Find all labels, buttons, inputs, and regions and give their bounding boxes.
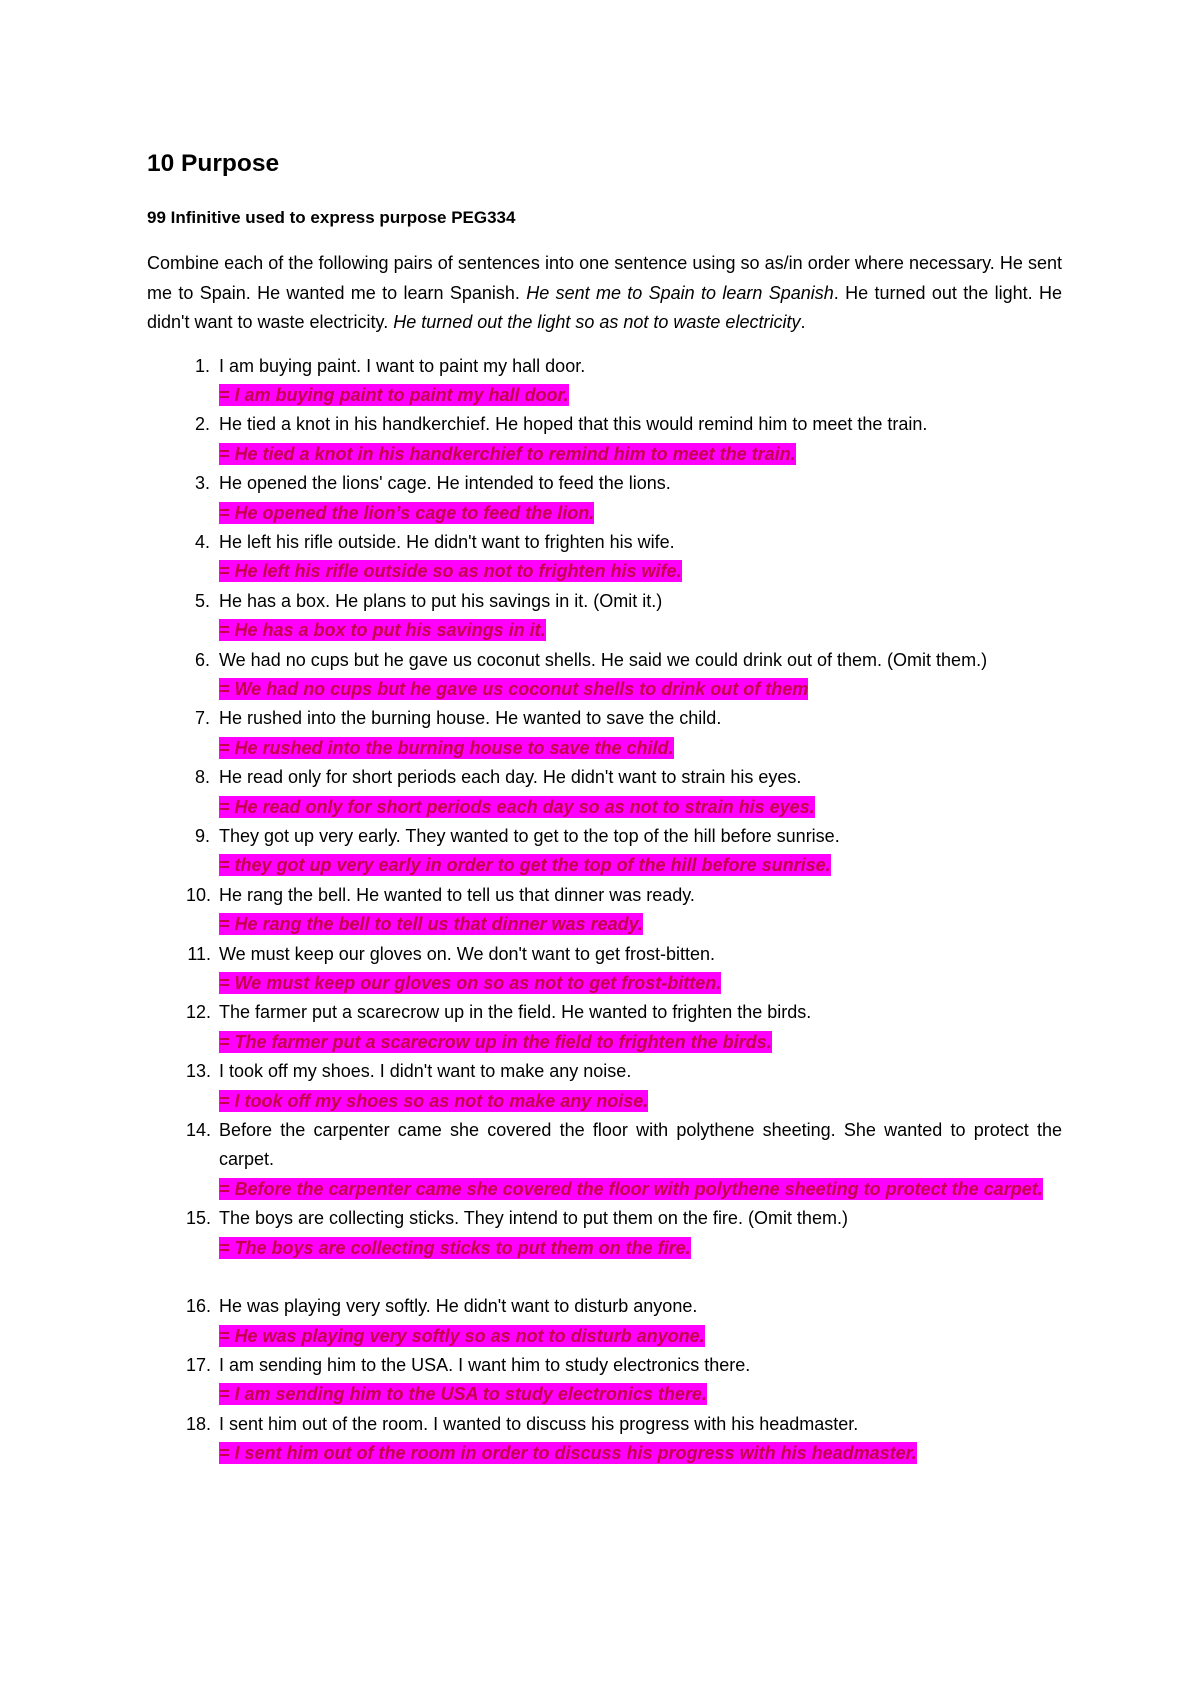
item-answer: = He tied a knot in his handkerchief to remind him to meet the train.	[219, 443, 796, 464]
item-question: We had no cups but he gave us coconut shells. He said we could drink out of them. (Omit them.)	[219, 649, 988, 670]
list-item	[147, 1351, 1062, 1410]
item-number: 12.	[185, 1002, 211, 1023]
list-item	[147, 704, 1062, 763]
item-answer: = He has a box to put his savings in it.	[219, 620, 546, 641]
item-number: 3.	[194, 473, 210, 494]
list-item	[147, 410, 1062, 469]
list-item	[147, 1204, 1062, 1292]
example-2-question: He turned out the light. He didn't want to waste electricity.	[147, 282, 1062, 332]
document-content	[147, 148, 1062, 1469]
item-answer: = He read only for short periods each day so as not to strain his eyes.	[219, 796, 815, 817]
item-number: 10.	[185, 884, 211, 905]
item-question: He has a box. He plans to put his savings in it. (Omit it.)	[219, 590, 663, 611]
item-answer: = Before the carpenter came she covered the floor with polythene sheeting to protect the carpet.	[219, 1178, 1043, 1199]
list-item	[147, 1057, 1062, 1116]
item-number: 4.	[194, 531, 210, 552]
item-question: He opened the lions' cage. He intended to feed the lions.	[219, 473, 671, 494]
exercise-list	[147, 352, 1062, 1469]
item-number: 5.	[194, 590, 210, 611]
list-item	[147, 763, 1062, 822]
item-number: 17.	[185, 1354, 211, 1375]
example-1-period: .	[833, 282, 839, 303]
item-answer: = He left his rifle outside so as not to frighten his wife.	[219, 561, 682, 582]
item-answer: = I am buying paint to paint my hall door.	[219, 384, 569, 405]
item-answer: = He was playing very softly so as not to disturb anyone.	[219, 1325, 705, 1346]
list-item	[147, 1292, 1062, 1351]
item-question: He was playing very softly. He didn't want to disturb anyone.	[219, 1296, 698, 1317]
item-answer: = I took off my shoes so as not to make any noise.	[219, 1090, 649, 1111]
item-question: He left his rifle outside. He didn't want to frighten his wife.	[219, 531, 675, 552]
list-item	[147, 646, 1062, 705]
example-2-period: .	[800, 312, 806, 332]
item-answer: = The boys are collecting sticks to put them on the fire.	[219, 1237, 691, 1258]
item-answer: = they got up very early in order to get the top of the hill before sunrise.	[219, 855, 831, 876]
example-1-question: He sent me to Spain. He wanted me to learn Spanish.	[147, 253, 1062, 303]
example-1-answer: He sent me to Spain to learn Spanish	[526, 282, 834, 303]
item-answer: = I sent him out of the room in order to discuss his progress with his headmaster.	[219, 1443, 917, 1464]
item-answer: = I am sending him to the USA to study electronics there.	[219, 1384, 707, 1405]
instruction-text: Combine each of the following pairs of sentences into one sentence using so as/in order where necessary.	[147, 253, 995, 273]
list-item	[147, 822, 1062, 881]
item-question: They got up very early. They wanted to get to the top of the hill before sunrise.	[219, 826, 840, 846]
item-question: He rushed into the burning house. He wanted to save the child.	[219, 708, 722, 729]
item-number: 14.	[185, 1120, 211, 1141]
item-question: I sent him out of the room. I wanted to discuss his progress with his headmaster.	[219, 1413, 859, 1434]
item-number: 9.	[194, 826, 210, 846]
item-number: 2.	[194, 414, 210, 435]
list-item	[147, 1410, 1062, 1469]
item-question: The farmer put a scarecrow up in the field. He wanted to frighten the birds.	[219, 1002, 812, 1023]
item-question: The boys are collecting sticks. They intend to put them on the fire. (Omit them.)	[219, 1208, 848, 1229]
item-answer: = He rang the bell to tell us that dinner was ready.	[219, 914, 643, 935]
item-number: 8.	[194, 767, 210, 788]
item-answer: = We had no cups but he gave us coconut shells to drink out of them	[219, 678, 809, 699]
item-question: I am sending him to the USA. I want him to study electronics there.	[219, 1354, 751, 1375]
item-number: 13.	[185, 1061, 211, 1082]
item-answer: = He rushed into the burning house to save the child.	[219, 737, 674, 758]
item-question: He tied a knot in his handkerchief. He hoped that this would remind him to meet the train.	[219, 414, 928, 435]
list-item	[147, 998, 1062, 1057]
list-item	[147, 940, 1062, 999]
list-item	[147, 881, 1062, 940]
item-answer: = The farmer put a scarecrow up in the field to frighten the birds.	[219, 1031, 772, 1052]
item-number: 7.	[194, 708, 210, 729]
blank-line	[219, 1263, 1062, 1292]
exercise-instructions	[147, 249, 1062, 338]
item-number: 1.	[194, 355, 210, 376]
item-question: I took off my shoes. I didn't want to make any noise.	[219, 1061, 632, 1082]
list-item	[147, 352, 1062, 411]
item-answer: = He opened the lion’s cage to feed the lion.	[219, 502, 595, 523]
example-2-answer: He turned out the light so as not to waste electricity	[393, 312, 801, 332]
item-number: 15.	[185, 1208, 211, 1229]
list-item	[147, 587, 1062, 646]
item-answer: = We must keep our gloves on so as not to get frost-bitten.	[219, 973, 722, 994]
section-heading: 10 Purpose	[147, 150, 280, 177]
item-number: 16.	[185, 1296, 211, 1317]
item-number: 18.	[185, 1413, 211, 1434]
item-question: We must keep our gloves on. We don't want to get frost-bitten.	[219, 943, 716, 964]
item-question: Before the carpenter came she covered the floor with polythene sheeting. She wanted to protect the carpet.	[219, 1120, 1062, 1170]
list-item	[147, 528, 1062, 587]
exercise-heading: 99 Infinitive used to express purpose PEG334	[147, 208, 516, 227]
item-question: He rang the bell. He wanted to tell us that dinner was ready.	[219, 884, 695, 905]
item-number: 11.	[187, 943, 211, 964]
list-item	[147, 1116, 1062, 1204]
item-question: He read only for short periods each day. He didn't want to strain his eyes.	[219, 767, 802, 788]
list-item	[147, 469, 1062, 528]
item-number: 6.	[194, 649, 210, 670]
item-question: I am buying paint. I want to paint my hall door.	[219, 355, 586, 376]
